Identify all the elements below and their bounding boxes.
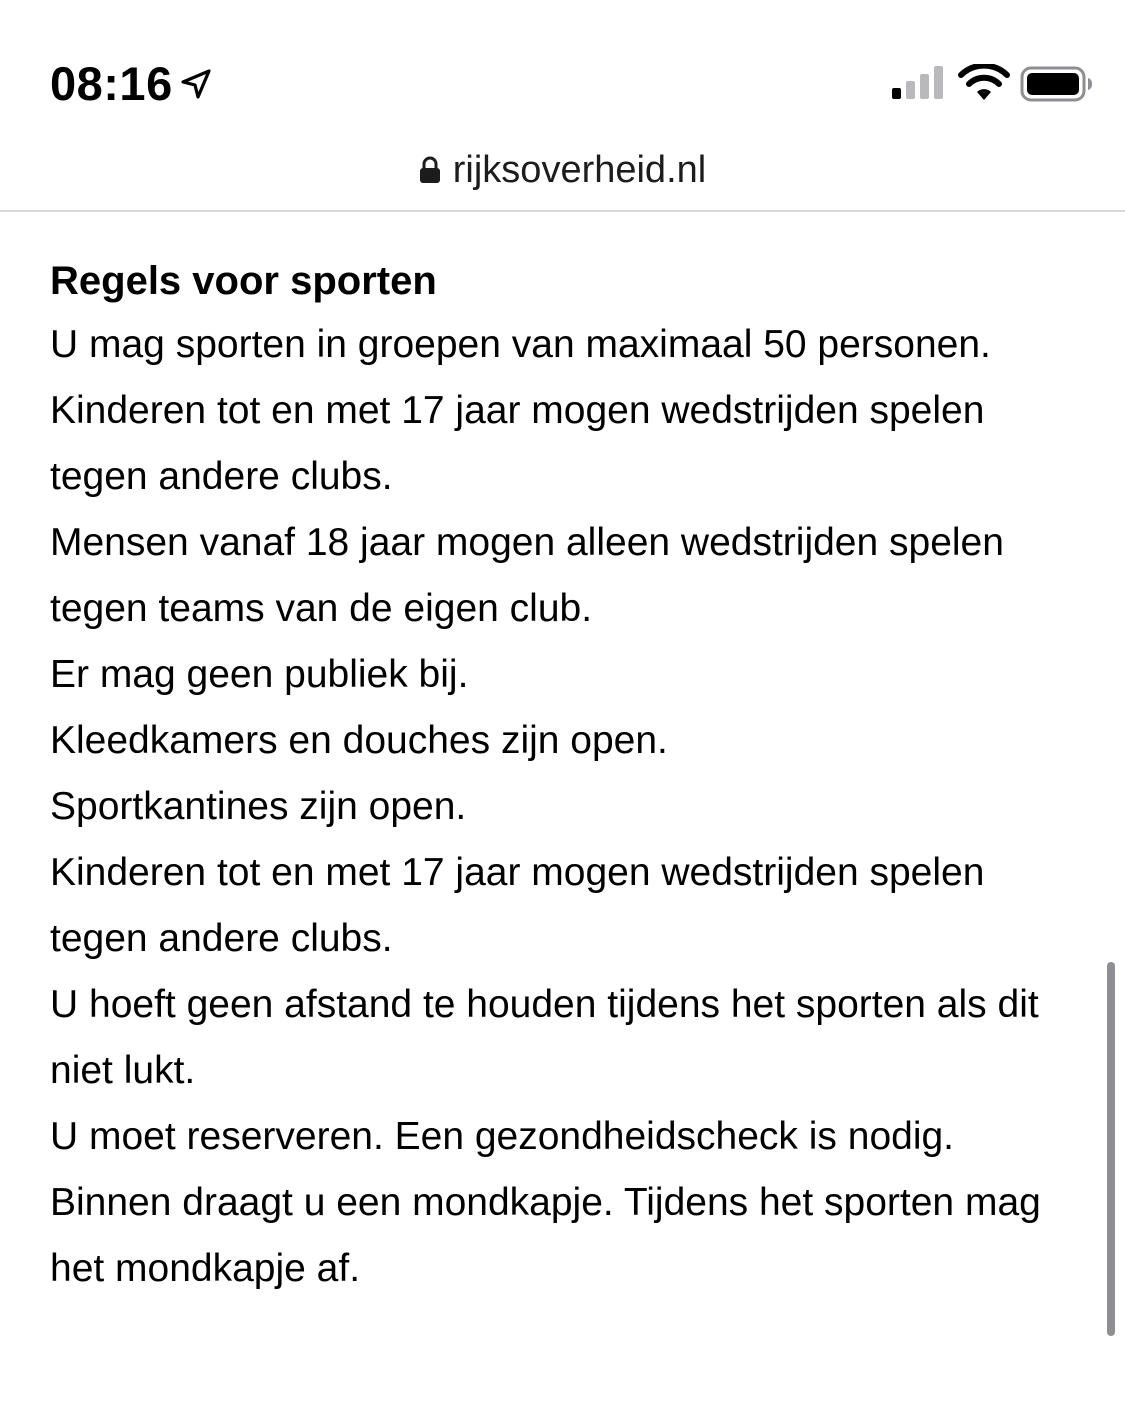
location-arrow-icon bbox=[178, 66, 214, 102]
lock-icon bbox=[419, 156, 441, 184]
vertical-scrollbar[interactable] bbox=[1107, 962, 1115, 1336]
rule-paragraph: Mensen vanaf 18 jaar mogen alleen wedstrijden spelen tegen teams van de eigen club. bbox=[50, 521, 1004, 630]
rule-paragraph: Kleedkamers en douches zijn open. bbox=[50, 719, 668, 762]
rule-paragraph: Sportkantines zijn open. bbox=[50, 785, 467, 828]
url-domain[interactable]: rijksoverheid.nl bbox=[452, 149, 707, 191]
rule-paragraph: U mag sporten in groepen van maximaal 50 personen. bbox=[50, 323, 991, 366]
cellular-signal-icon bbox=[892, 66, 946, 100]
article-content bbox=[50, 250, 1090, 1302]
rule-paragraph: U hoeft geen afstand te houden tijdens het sporten als dit niet lukt. bbox=[50, 983, 1039, 1092]
status-time: 08:16 bbox=[50, 57, 173, 110]
address-bar[interactable] bbox=[0, 130, 1125, 212]
address-bar-content[interactable] bbox=[0, 148, 1125, 192]
wifi-icon bbox=[957, 64, 1011, 102]
rule-paragraph: Binnen draagt u een mondkapje. Tijdens het sporten mag het mondkapje af. bbox=[50, 1181, 1041, 1290]
rule-paragraph: U moet reserveren. Een gezondheidscheck is nodig. bbox=[50, 1115, 955, 1158]
rule-paragraph: Kinderen tot en met 17 jaar mogen wedstrijden spelen tegen andere clubs. bbox=[50, 389, 985, 498]
rule-paragraph: Er mag geen publiek bij. bbox=[50, 653, 469, 696]
section-heading: Regels voor sporten bbox=[50, 259, 437, 303]
rule-paragraph: Kinderen tot en met 17 jaar mogen wedstrijden spelen tegen andere clubs. bbox=[50, 851, 985, 960]
status-bar bbox=[0, 0, 1125, 130]
battery-icon bbox=[1020, 66, 1094, 102]
